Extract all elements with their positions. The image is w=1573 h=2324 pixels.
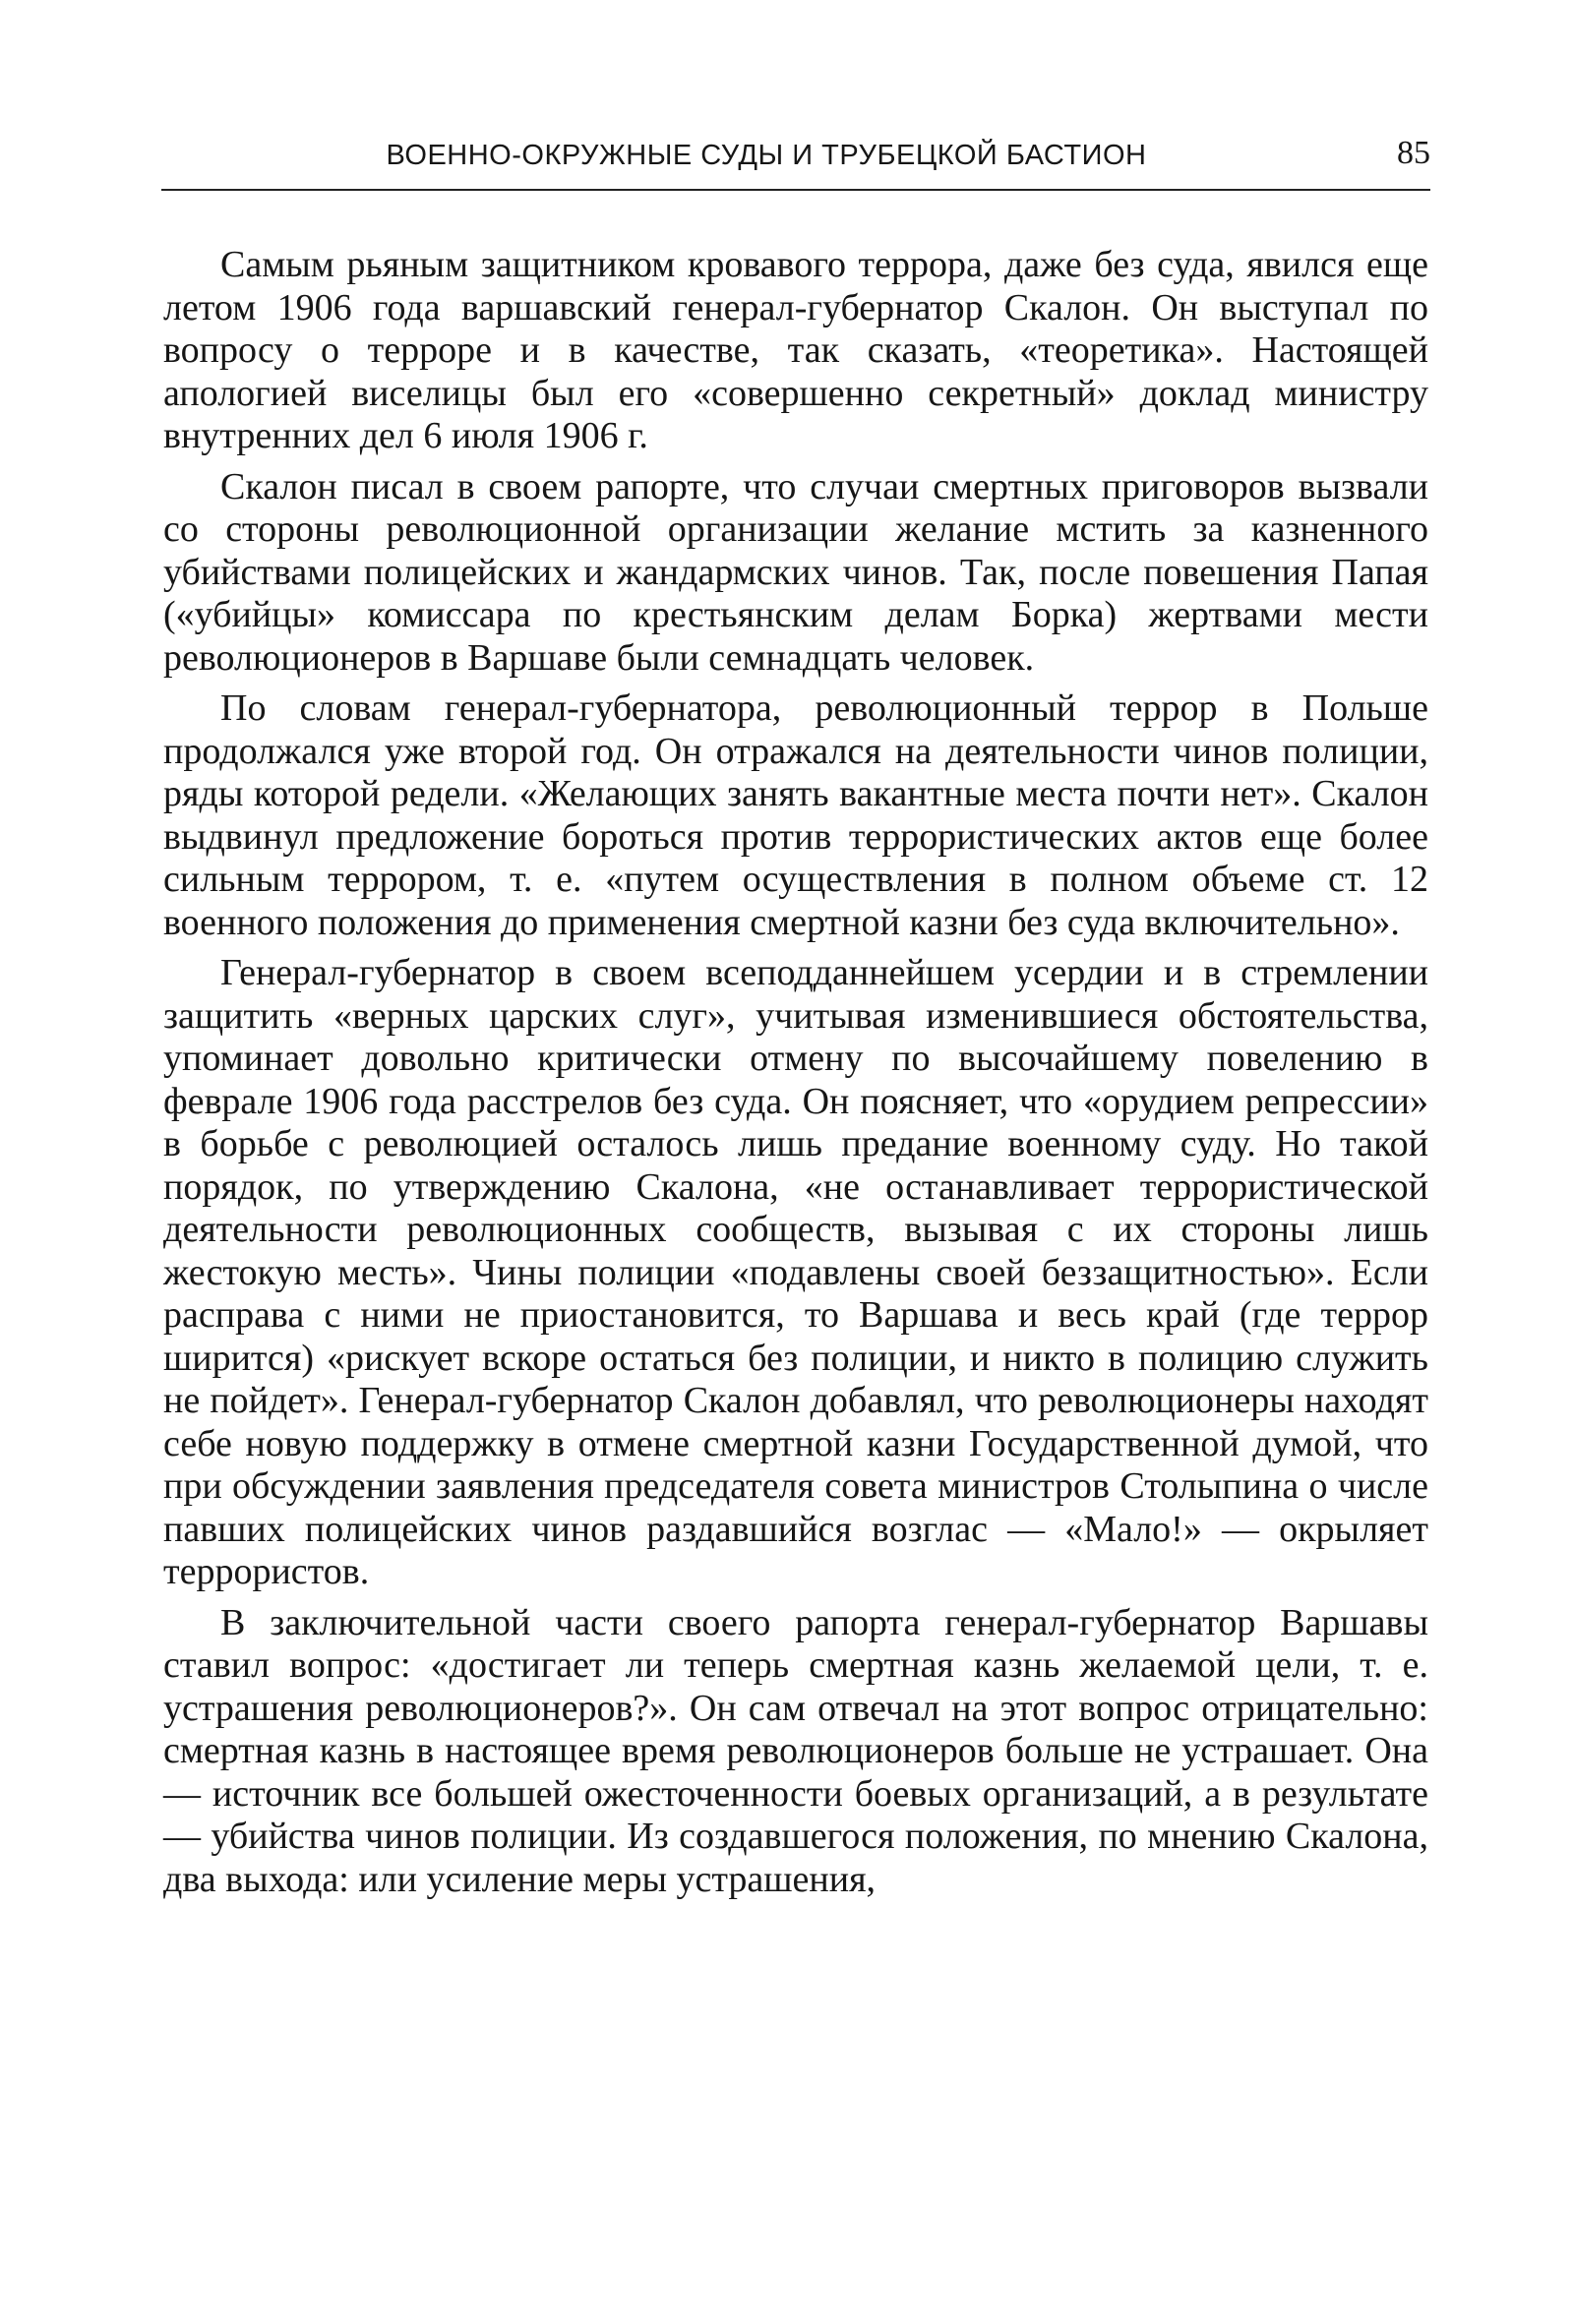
running-head (161, 136, 1430, 187)
paragraph-3: По словам генерал-губернатора, революционный террор в Польше продолжался уже второй год. Он отражался на деятельности чинов полиции, ряды которой редели. «Желающих занять вакантные места почти нет». Скалон выдвинул предложение бороться против террористических актов еще более сильным террором, т. е. «путем осуществления в полном объеме ст. 12 военного положения до применения смертной казни без суда включительно». (163, 687, 1428, 943)
running-title: ВОЕННО-ОКРУЖНЫЕ СУДЫ И ТРУБЕЦКОЙ БАСТИОН (386, 140, 1147, 171)
paragraph-2: Скалон писал в своем рапорте, что случаи смертных приговоров вызвали со стороны революционной организации желание мстить за казненного убийствами полицейских и жандармских чинов. Так, после повешения Папая («убийцы» комиссара по крестьянским делам Борка) жертвами мести революционеров в Варшаве были семнадцать человек. (163, 465, 1428, 679)
body-text (163, 244, 1428, 1909)
paragraph-1: Самым рьяным защитником кровавого террора, даже без суда, явился еще летом 1906 года варшавский генерал-губернатор Скалон. Он выступал по вопросу о терроре и в качестве, так сказать, «теоретика». Настоящей апологией виселицы был его «совершенно секретный» доклад министру внутренних дел 6 июля 1906 г. (163, 244, 1428, 456)
paragraph-5: В заключительной части своего рапорта генерал-губернатор Варшавы ставил вопрос: «достигает ли теперь смертная казнь желаемой цели, т. е. устрашения революционеров?». Он сам отвечал на этот вопрос отрицательно: смертная казнь в настоящее время революционеров больше не устрашает. Она — источник все большей ожесточенности боевых организаций, а в результате — убийства чинов полиции. Из создавшегося положения, по мнению Скалона, два выхода: или усиление меры устрашения, (163, 1601, 1428, 1900)
page-number: 85 (1397, 135, 1430, 171)
header-rule (161, 189, 1430, 191)
paragraph-4: Генерал-губернатор в своем всеподданнейшем усердии и в стремлении защитить «верных царских слуг», учитывая изменившиеся обстоятельства, упоминает довольно критически отмену по высочайшему повелению в феврале 1906 года расстрелов без суда. Он поясняет, что «орудием репрессии» в борьбе с революцией осталось лишь предание военному суду. Но такой порядок, по утверждению Скалона, «не останавливает террористической деятельности революционных сообществ, вызывая с их стороны лишь жестокую месть». Чины полиции «подавлены своей беззащитностью». Если расправа с ними не приостановится, то Варшава и весь край (где террор ширится) «рискует вскоре остаться без полиции, и никто в полицию служить не пойдет». Генерал-губернатор Скалон добавлял, что революционеры находят себе новую поддержку в отмене смертной казни Государственной думой, что при обсуждении заявления председателя совета министров Столыпина о числе павших полицейских чинов раздавшийся возглас — «Мало!» — окрыляет террористов. (163, 952, 1428, 1592)
